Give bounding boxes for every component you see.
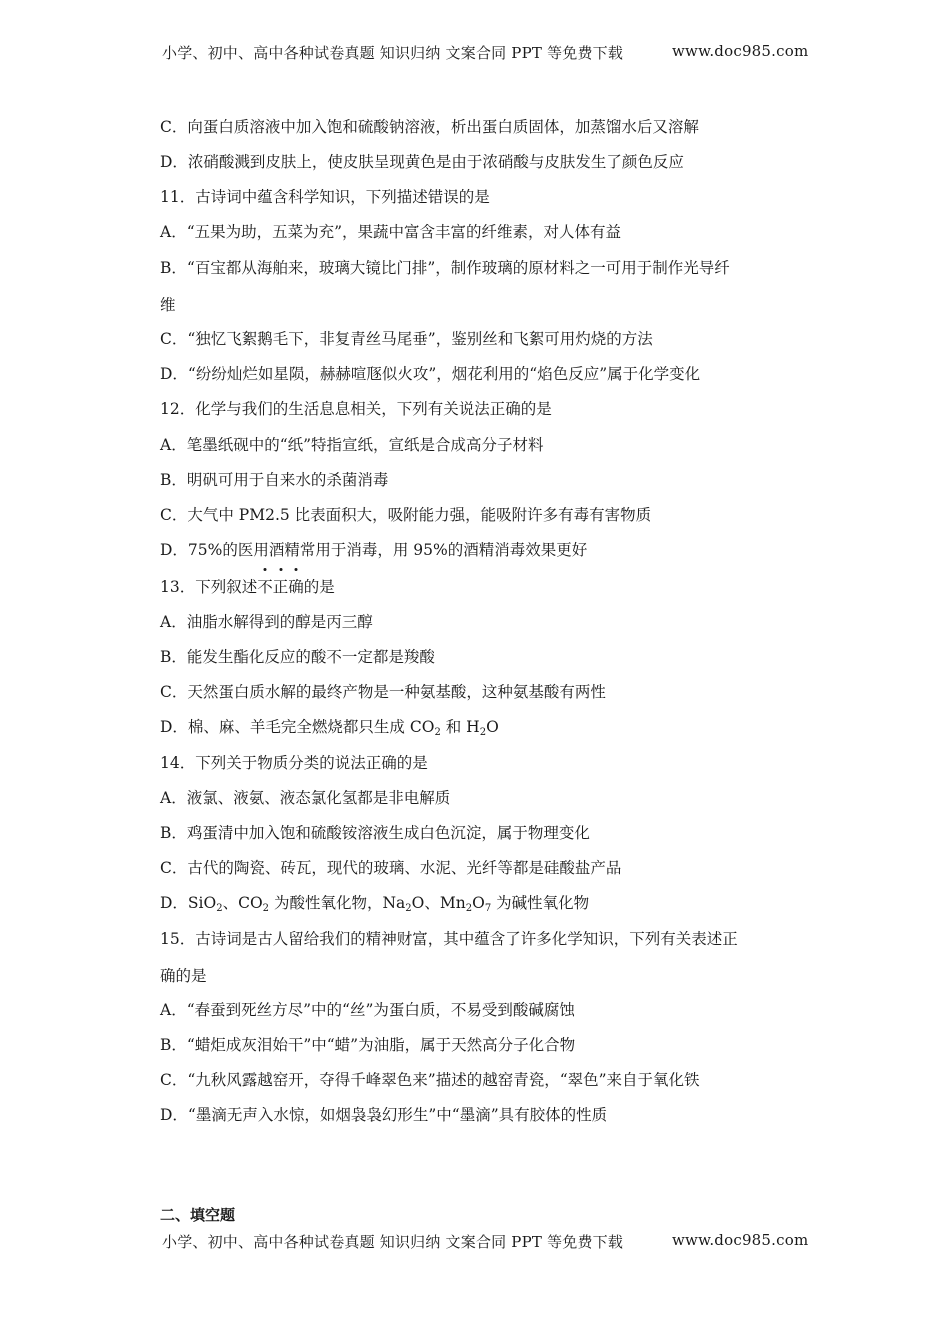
q11-option-d: D．“纷纷灿烂如星陨，赫赫喧豗似火攻”，烟花利用的“焰色反应”属于化学变化 [160, 365, 701, 383]
subscript: 2 [216, 903, 223, 914]
q15-option-a: A．“春蚕到死丝方尽”中的“丝”为蛋白质，不易受到酸碱腐蚀 [160, 1001, 575, 1019]
subscript: 7 [484, 903, 492, 914]
q14-option-d [160, 893, 589, 913]
subscript: 2 [434, 727, 441, 738]
subscript: 2 [479, 727, 487, 738]
emphasis-char: 不 [257, 578, 273, 596]
section-heading: 二、填空题 [160, 1206, 236, 1224]
q14d-text: 为碱性氧化物 [491, 894, 590, 912]
q12-option-d: D．75%的医用酒精常用于消毒，用 95%的酒精消毒效果更好 [160, 541, 588, 559]
q13d-text-1: D．棉、麻、羊毛完全燃烧都只生成 CO [160, 718, 435, 736]
q13-option-d [160, 717, 499, 737]
q15-option-b: B．“蜡炬成灰泪始干”中“蜡”为油脂，属于天然高分子化合物 [160, 1036, 576, 1054]
q13-option-b: B．能发生酯化反应的酸不一定都是羧酸 [160, 648, 435, 666]
q14d-text: 为酸性氧化物，Na [269, 894, 406, 912]
q14-option-c: C．古代的陶瓷、砖瓦，现代的玻璃、水泥、光纤等都是硅酸盐产品 [160, 859, 622, 877]
option-c-line: C．向蛋白质溶液中加入饱和硫酸钠溶液，析出蛋白质固体，加蒸馏水后又溶解 [160, 118, 699, 136]
question-11: 11．古诗词中蕴含科学知识，下列描述错误的是 [160, 188, 490, 206]
q13-prefix: 13．下列叙述 [160, 578, 258, 596]
q15-option-d: D．“墨滴无声入水惊，如烟袅袅幻形生”中“墨滴”具有胶体的性质 [160, 1106, 608, 1124]
header-text: 小学、初中、高中各种试卷真题 知识归纳 文案合同 PPT 等免费下载 [162, 44, 624, 62]
q11-option-a: A．“五果为助，五菜为充”，果蔬中富含丰富的纤维素，对人体有益 [160, 223, 622, 241]
question-12: 12．化学与我们的生活息息相关，下列有关说法正确的是 [160, 400, 552, 418]
question-13 [160, 577, 335, 597]
emphasis-char: 正 [272, 578, 289, 596]
q12-option-a: A．笔墨纸砚中的“纸”特指宣纸，宣纸是合成高分子材料 [160, 436, 544, 454]
page-footer [162, 1231, 809, 1252]
emphasis-char: 确 [288, 578, 304, 596]
q13-option-c: C．天然蛋白质水解的最终产物是一种氨基酸，这种氨基酸有两性 [160, 683, 606, 701]
page-header [162, 42, 809, 63]
q11-option-b-cont: 维 [160, 296, 176, 314]
q13-suffix: 的是 [303, 578, 335, 596]
q11-option-b: B．“百宝都从海舶来，玻璃大镜比门排”，制作玻璃的原材料之一可用于制作光导纤 [160, 259, 730, 277]
q15-option-c: C．“九秋风露越窑开，夺得千峰翠色来”描述的越窑青瓷，“翠色”来自于氧化铁 [160, 1071, 700, 1089]
question-14: 14．下列关于物质分类的说法正确的是 [160, 754, 428, 772]
question-15-cont: 确的是 [160, 967, 207, 985]
q14-option-a: A．液氯、液氨、液态氯化氢都是非电解质 [160, 789, 451, 807]
q13d-text-3: O [486, 718, 499, 736]
q12-option-c: C．大气中 PM2.5 比表面积大，吸附能力强，能吸附许多有毒有害物质 [160, 506, 652, 524]
q14-option-b: B．鸡蛋清中加入饱和硫酸铵溶液生成白色沉淀，属于物理变化 [160, 824, 590, 842]
footer-url: www.doc985.com [672, 1231, 809, 1249]
subscript: 2 [405, 903, 412, 914]
option-d-line: D．浓硝酸溅到皮肤上，使皮肤呈现黄色是由于浓硝酸与皮肤发生了颜色反应 [160, 153, 684, 171]
q14d-text: 、CO [222, 894, 263, 912]
q14d-text: O、Mn [411, 894, 466, 912]
q11-option-c: C．“独忆飞絮鹅毛下，非复青丝马尾垂”，鉴别丝和飞絮可用灼烧的方法 [160, 330, 653, 348]
subscript: 2 [262, 903, 270, 914]
footer-text: 小学、初中、高中各种试卷真题 知识归纳 文案合同 PPT 等免费下载 [162, 1233, 624, 1251]
q14d-text: O [472, 894, 485, 912]
q13-option-a: A．油脂水解得到的醇是丙三醇 [160, 613, 373, 631]
header-url: www.doc985.com [672, 42, 809, 60]
question-15: 15．古诗词是古人留给我们的精神财富，其中蕴含了许多化学知识，下列有关表述正 [160, 930, 738, 948]
q14d-text: D．SiO [160, 894, 217, 912]
q12-option-b: B．明矾可用于自来水的杀菌消毒 [160, 471, 389, 489]
q13d-text-2: 和 H [440, 718, 480, 736]
subscript: 2 [465, 903, 473, 914]
